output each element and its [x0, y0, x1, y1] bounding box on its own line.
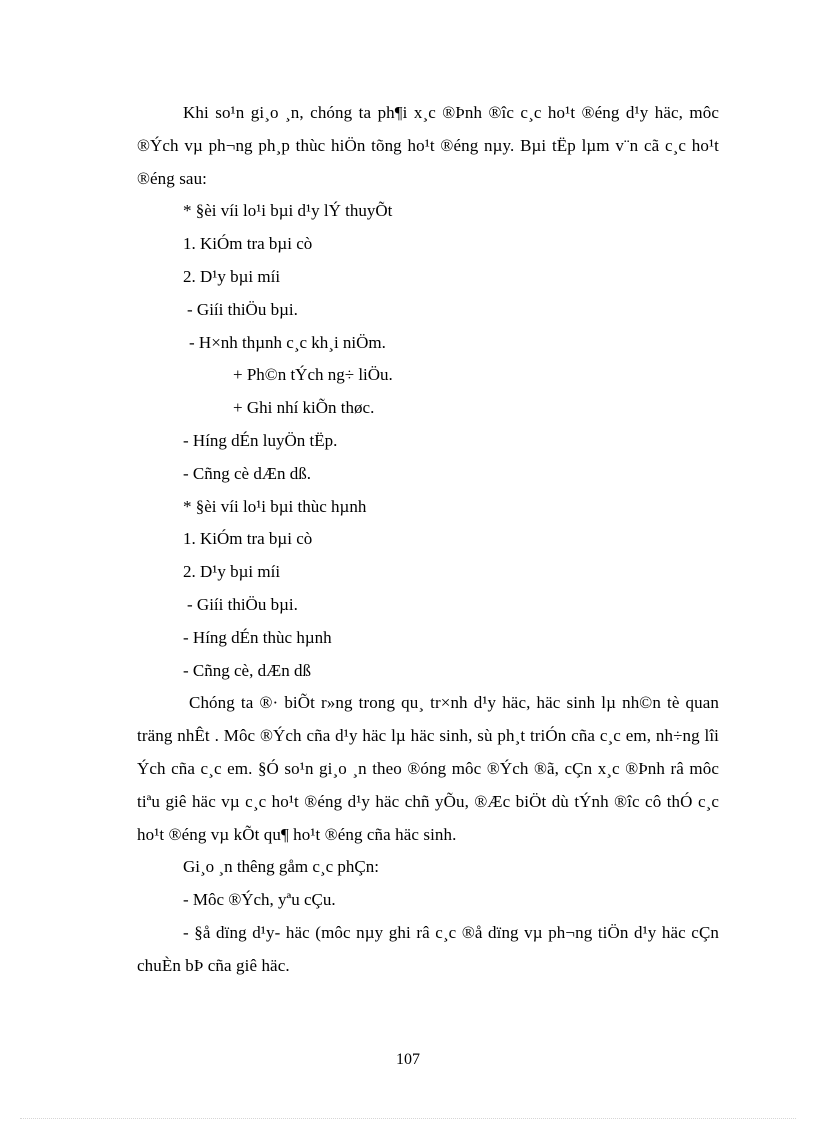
- lesson-plan-tools-paragraph: - §å dïng d¹y- häc (môc nµy ghi râ c¸c ®å dïng vµ ph¬ng tiÖn d¹y häc cÇn chuÈn bÞ cña giê häc.: [137, 922, 719, 975]
- theory-step-1: 1. KiÓm tra bµi cò: [183, 234, 313, 254]
- theory-intro-item: - Giíi thiÖu bµi.: [187, 299, 298, 319]
- practice-step-1: 1. KiÓm tra bµi cò: [183, 529, 313, 549]
- page-bottom-divider: [20, 1118, 796, 1119]
- intro-paragraph: Khi so¹n gi¸o ¸n, chóng ta ph¶i x¸c ®Þnh ®îc c¸c ho¹t ®éng d¹y häc, môc ®Ých vµ ph¬ng ph¸p thùc hiÖn tõng ho¹t ®éng nµy. Bµi tËp lµm v¨n cã c¸c ho¹t ®éng sau:: [137, 103, 719, 188]
- page-number: 107: [396, 1051, 420, 1068]
- practice-step-2: 2. D¹y bµi míi: [183, 562, 281, 582]
- practice-intro-item: - Giíi thiÖu bµi.: [187, 594, 298, 614]
- theory-notes-item: + Ghi nhí kiÕn thøc.: [233, 398, 375, 418]
- theory-lesson-heading: * §èi víi lo¹i bµi d¹y lÝ thuyÕt: [183, 201, 393, 221]
- document-body: [137, 97, 719, 983]
- practice-review-item: - Cñng cè, dÆn dß: [183, 660, 311, 680]
- theory-practice-item: - Híng dÉn luyÖn tËp.: [183, 430, 338, 450]
- theory-step-2: 2. D¹y bµi míi: [183, 266, 281, 286]
- practice-lesson-heading: * §èi víi lo¹i bµi thùc hµnh: [183, 496, 367, 516]
- learning-goal-paragraph: Chóng ta ®· biÕt r»ng trong qu¸ tr×nh d¹y häc, häc sinh lµ nh©n tè quan träng nhÊt . Môc ®Ých cña d¹y häc lµ häc sinh, sù ph¸t triÓn cña c¸c em, nh÷ng lîi Ých cña c¸c em. §Ó so¹n gi¸o ¸n theo ®óng môc ®Ých ®ã, cÇn x¸c ®Þnh râ môc tiªu giê häc vµ c¸c ho¹t ®éng d¹y häc chñ yÕu, ®Æc biÖt dù tÝnh ®îc cô thÓ c¸c ho¹t ®éng vµ kÕt qu¶ ho¹t ®éng cña häc sinh.: [137, 693, 719, 844]
- theory-analysis-item: + Ph©n tÝch ng÷ liÖu.: [233, 365, 393, 385]
- lesson-plan-goal-item: - Môc ®Ých, yªu cÇu.: [183, 890, 336, 910]
- theory-review-item: - Cñng cè dÆn dß.: [183, 463, 311, 483]
- theory-concepts-item: - H×nh thµnh c¸c kh¸i niÖm.: [189, 332, 386, 352]
- lesson-plan-heading: Gi¸o ¸n thêng gåm c¸c phÇn:: [183, 857, 379, 877]
- practice-guide-item: - Híng dÉn thùc hµnh: [183, 627, 332, 647]
